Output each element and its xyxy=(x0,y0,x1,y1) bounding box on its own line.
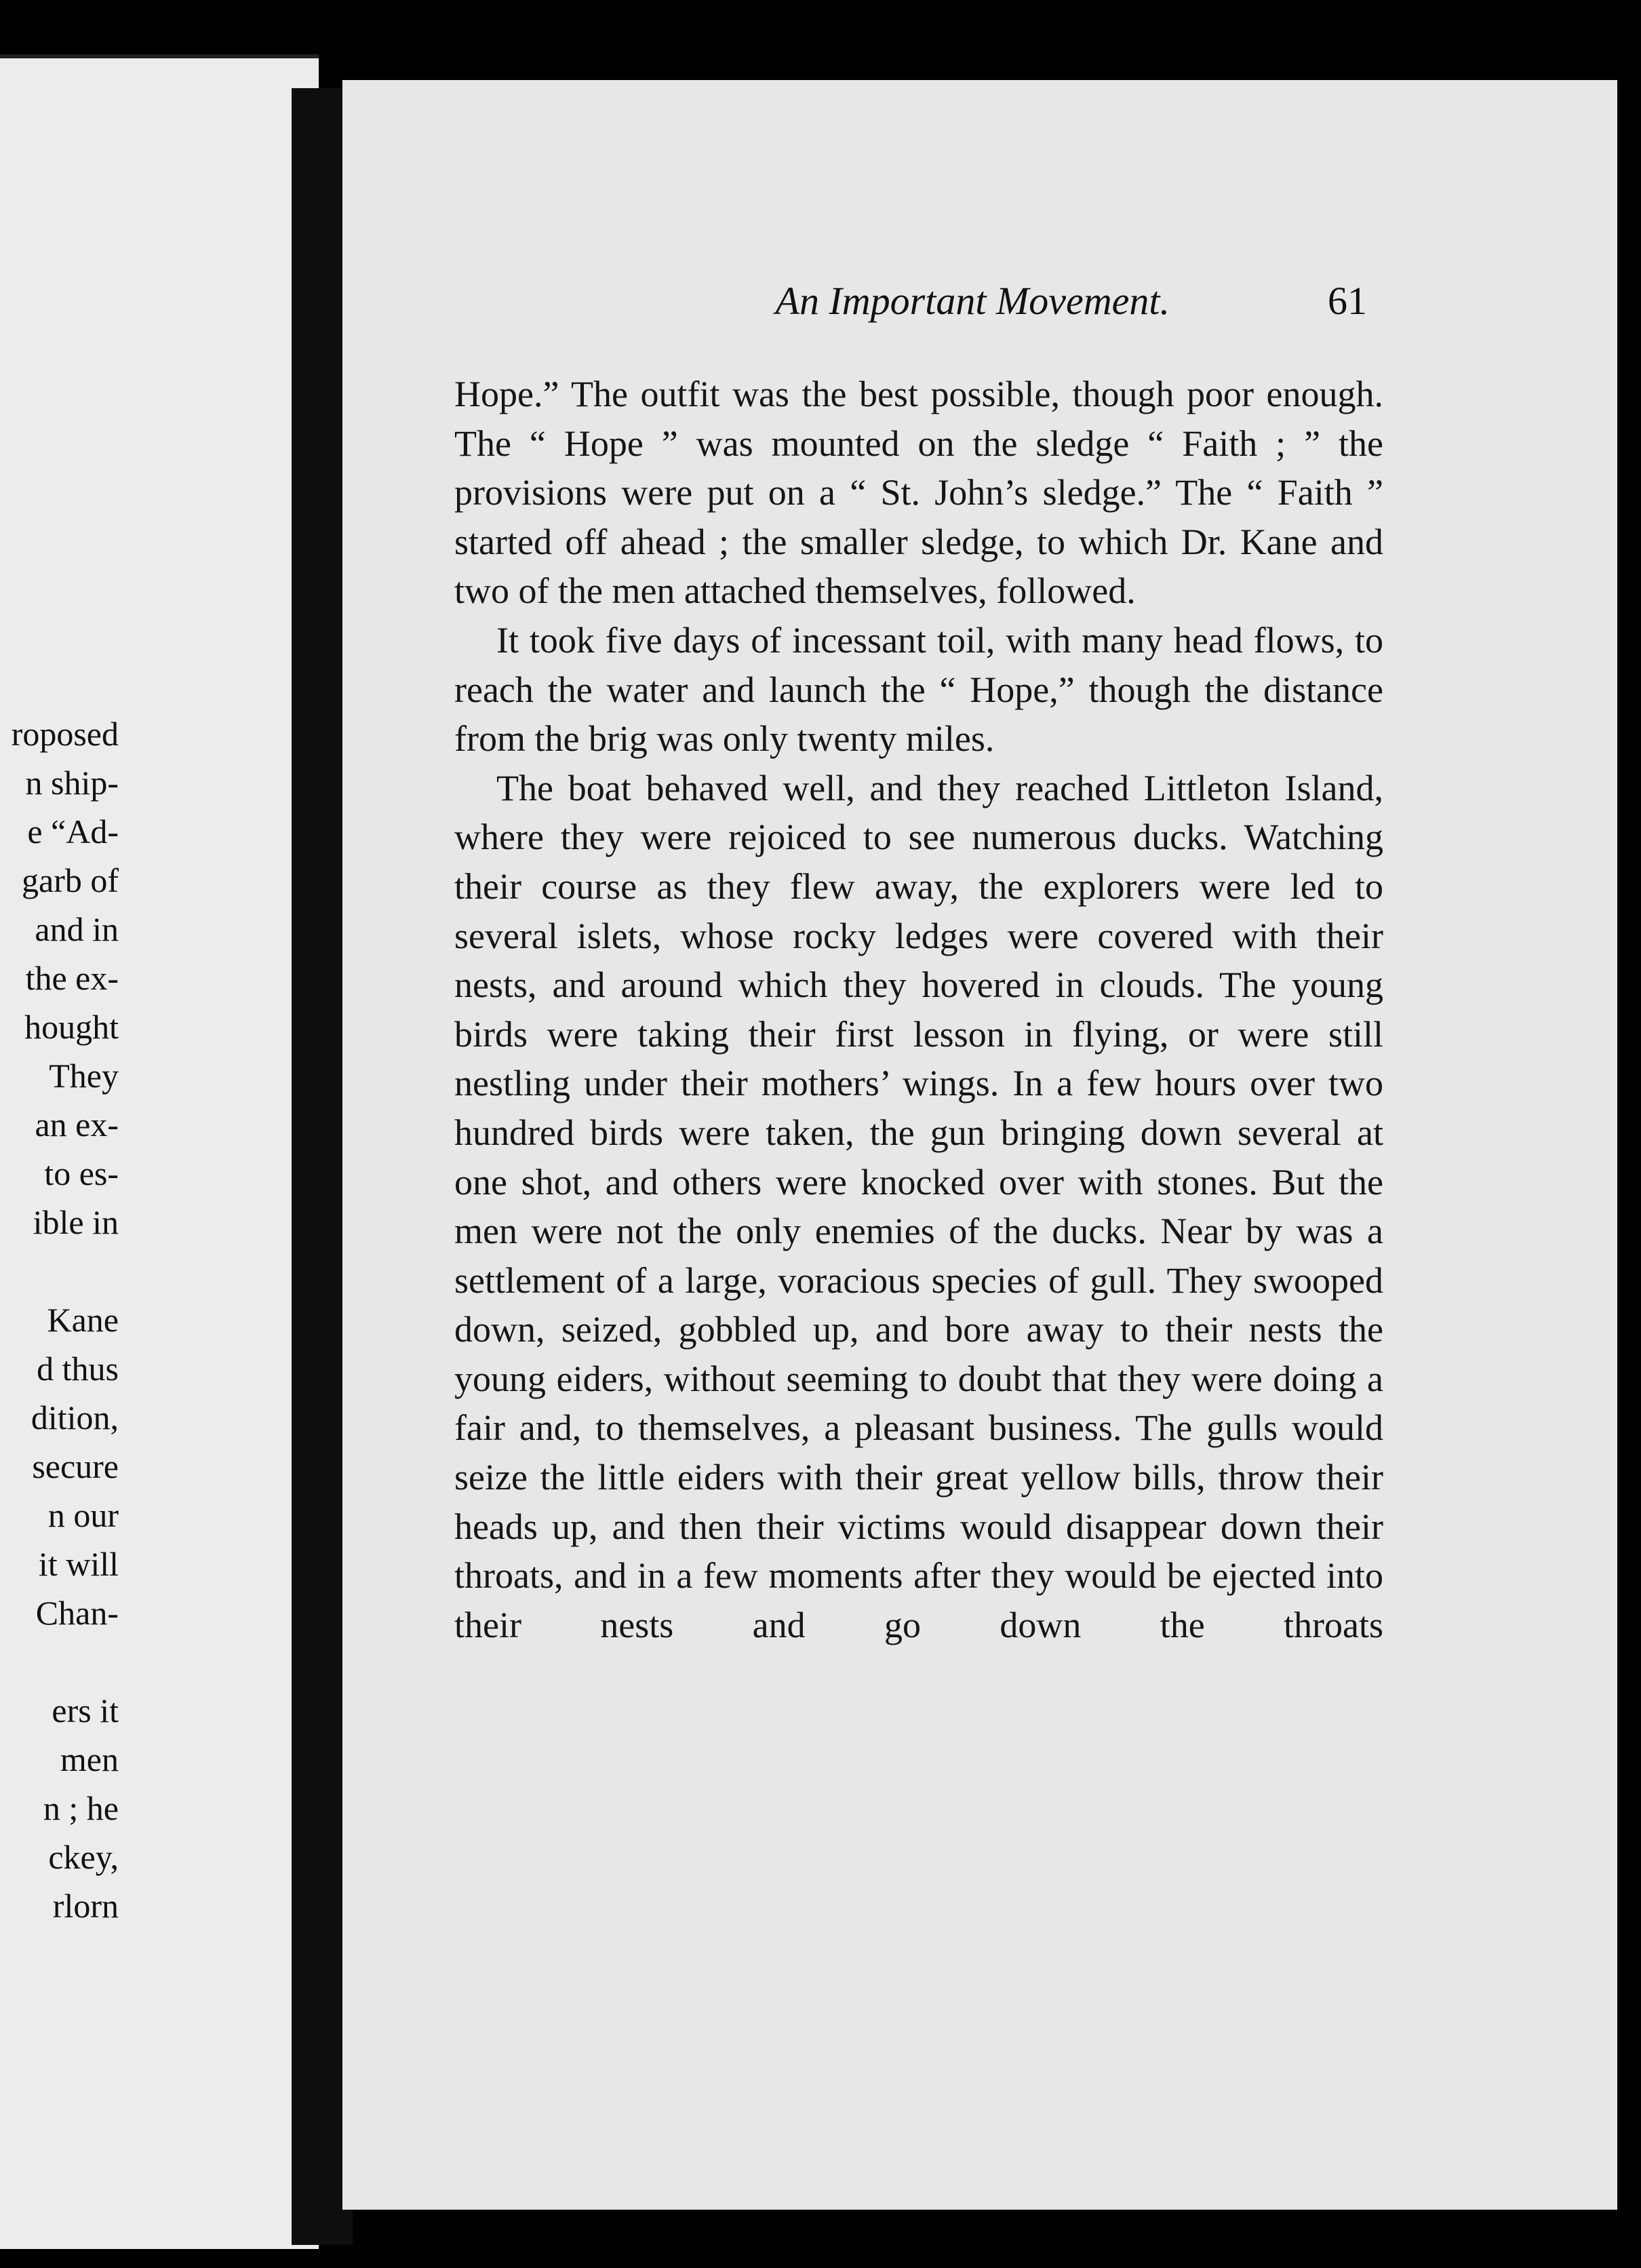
left-page-line: garb of xyxy=(22,861,119,899)
left-page-line: it will xyxy=(38,1545,119,1583)
left-page-line: d thus xyxy=(37,1350,119,1388)
left-page-line: n our xyxy=(47,1496,119,1534)
left-page-line: men xyxy=(60,1740,119,1778)
left-page-line: n ; he xyxy=(43,1789,119,1827)
left-page-line xyxy=(0,1637,119,1686)
left-page-line: Chan- xyxy=(35,1594,119,1632)
left-page-line: ckey, xyxy=(48,1838,119,1876)
left-page-line: n ship- xyxy=(25,764,119,802)
paragraph: The boat behaved well, and they reached Littleton Island, where they were rejoiced to see numerous ducks. Watching their course as they flew away, the explorers were led to several islets, whose rocky ledges were covered with their nests, and around which they hovered in clouds. The young birds were taking their first lesson in flying, or were still nestling under their mothers’ wings. In a few hours over two hundred birds were taken, the gun bringing down several at one shot, and others were knocked over with stones. But the men were not the only enemies of the ducks. Near by was a settlement of a large, voracious species of gull. They swooped down, seized, gobbled up, and bore away to their nests the young eiders, without seeming to doubt that they were doing a fair and, to themselves, a pleasant business. The gulls would seize the little eiders with their great yellow bills, throw their heads up, and then their victims would disappear down their throats, and in a few moments after they would be ejected into their nests and go down the throats xyxy=(454,767,1383,1645)
paragraph: It took five days of incessant toil, with many head flows, to reach the water and launch the “ Hope,” though the distance from the brig was only twenty miles. xyxy=(454,619,1383,760)
running-head: An Important Movement. xyxy=(775,279,1170,323)
left-page xyxy=(0,54,319,2249)
left-page-line: They xyxy=(49,1057,119,1095)
left-page-line: ers it xyxy=(52,1692,119,1729)
body-text xyxy=(454,370,1383,1649)
left-page-line: Kane xyxy=(47,1301,119,1339)
left-page-line: secure xyxy=(32,1447,119,1485)
left-page-line: rlorn xyxy=(52,1887,119,1925)
left-page-line: and in xyxy=(35,910,119,948)
paragraph: Hope.” The outfit was the best possible, though poor enough. The “ Hope ” was mounted on the sledge “ Faith ; ” the provisions were put on a “ St. John’s sledge.” The “ Faith ” started off ahead ; the smaller sledge, to which Dr. Kane and two of the men attached themselves, followed. xyxy=(454,374,1383,612)
page-number: 61 xyxy=(1328,279,1367,323)
left-page-line: the ex- xyxy=(25,959,119,997)
left-page-line: ible in xyxy=(33,1203,119,1241)
left-page-line: dition, xyxy=(31,1399,119,1436)
left-page-text xyxy=(0,709,119,1930)
left-page-line: to es- xyxy=(44,1154,119,1192)
left-page-line xyxy=(0,1247,119,1295)
left-page-line: an ex- xyxy=(35,1106,119,1143)
left-page-line: roposed xyxy=(11,715,119,753)
left-page-line: e “Ad- xyxy=(27,813,119,850)
left-page-line: hought xyxy=(24,1008,119,1046)
